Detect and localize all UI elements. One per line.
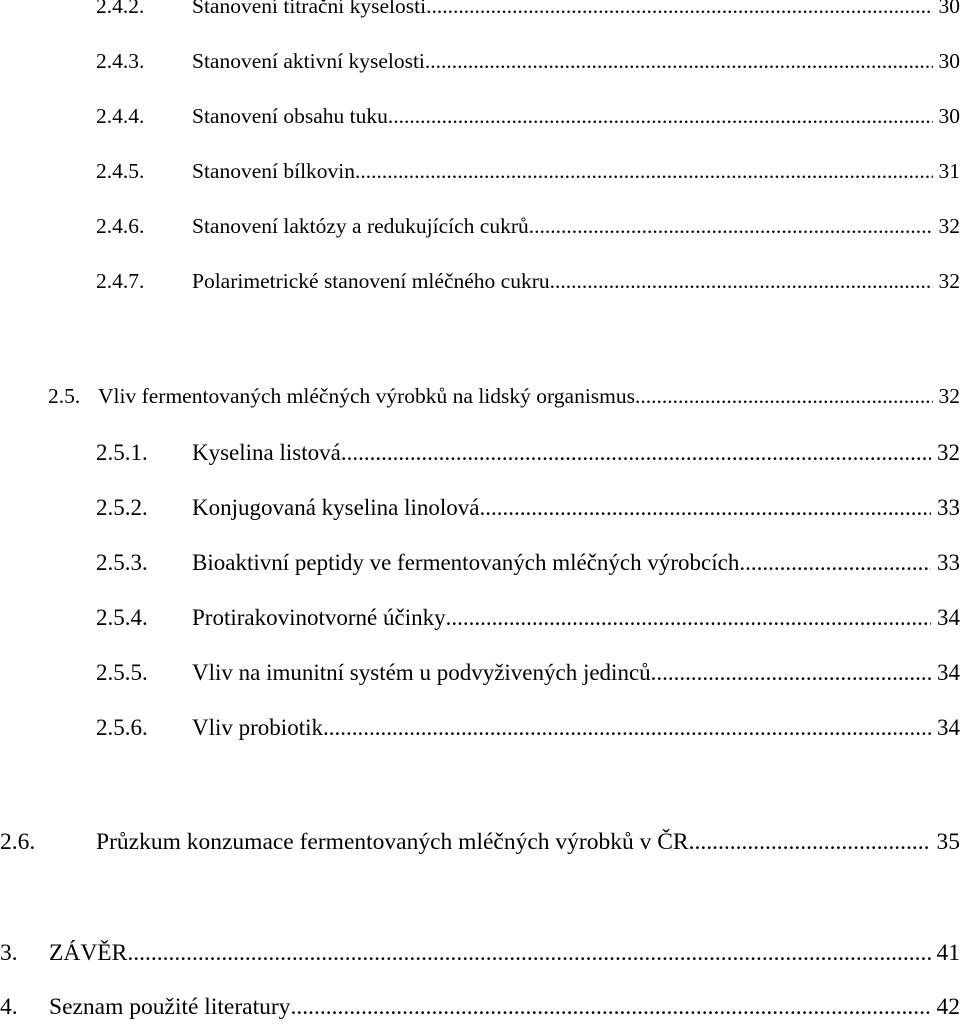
- toc-entry-title: Stanovení obsahu tuku: [192, 104, 388, 129]
- toc-entry-2-5-1[interactable]: [96, 440, 960, 480]
- toc-entry-number: 2.5.1.: [96, 440, 192, 466]
- toc-entry-4[interactable]: [0, 994, 960, 1034]
- toc-dot-leader: [388, 104, 933, 129]
- toc-entry-2-4-6[interactable]: [96, 214, 960, 254]
- toc-entry-page: 41: [931, 940, 960, 967]
- toc-dot-leader: [739, 550, 931, 576]
- toc-dot-leader: [529, 214, 933, 239]
- toc-entry-page: 32: [933, 384, 960, 409]
- toc-dot-leader: [550, 269, 933, 294]
- toc-entry-number: 2.6.: [0, 829, 96, 856]
- toc-dot-leader: [479, 495, 931, 521]
- toc-entry-page: 42: [931, 994, 960, 1021]
- toc-entry-number: 2.4.5.: [96, 159, 192, 184]
- toc-entry-number: 2.4.7.: [96, 269, 192, 294]
- toc-dot-leader: [290, 994, 930, 1021]
- toc-entry-number: 2.4.3.: [96, 49, 192, 74]
- toc-entry-page: 30: [933, 49, 960, 74]
- toc-entry-title: Stanovení bílkovin: [192, 159, 355, 184]
- toc-entry-number: 2.5.3.: [96, 550, 192, 576]
- toc-entry-2-4-4[interactable]: [96, 104, 960, 144]
- toc-dot-leader: [341, 440, 931, 466]
- toc-entry-title: Průzkum konzumace fermentovaných mléčných výrobků v ČR: [96, 829, 689, 856]
- toc-entry-2-4-5[interactable]: [96, 159, 960, 199]
- toc-entry-3[interactable]: [0, 940, 960, 980]
- toc-entry-number: 2.5.2.: [96, 495, 192, 521]
- toc-dot-leader: [323, 715, 931, 741]
- toc-entry-title: Vliv na imunitní systém u podvyživených jedinců: [192, 660, 651, 686]
- toc-entry-page: 32: [933, 214, 960, 239]
- toc-entry-2-5-2[interactable]: [96, 495, 960, 535]
- toc-entry-page: 31: [933, 159, 960, 184]
- toc-entry-number: 2.4.2.: [96, 0, 192, 19]
- toc-entry-2-5-5[interactable]: [96, 660, 960, 700]
- toc-entry-title: Protirakovinotvorné účinky: [192, 605, 446, 631]
- toc-entry-title: Stanovení titrační kyselosti: [192, 0, 426, 19]
- toc-entry-page: 32: [931, 440, 960, 466]
- toc-dot-leader: [426, 0, 932, 19]
- toc-entry-title: Polarimetrické stanovení mléčného cukru: [192, 269, 550, 294]
- toc-entry-page: 30: [933, 104, 960, 129]
- toc-entry-title: Bioaktivní peptidy ve fermentovaných mléčných výrobcích: [192, 550, 739, 576]
- toc-entry-title: ZÁVĚR: [49, 940, 127, 967]
- toc-entry-2-6[interactable]: [0, 829, 960, 869]
- toc-dot-leader: [635, 384, 933, 409]
- toc-entry-number: 2.4.4.: [96, 104, 192, 129]
- toc-entry-page: 35: [931, 829, 960, 856]
- toc-entry-number: 2.5.: [48, 384, 98, 409]
- toc-entry-2-5-4[interactable]: [96, 605, 960, 645]
- toc-entry-2-5-3[interactable]: [96, 550, 960, 590]
- toc-entry-page: 33: [931, 495, 960, 521]
- toc-entry-number: 2.5.4.: [96, 605, 192, 631]
- toc-entry-2-5-6[interactable]: [96, 715, 960, 755]
- toc-entry-number: 2.4.6.: [96, 214, 192, 239]
- toc-entry-page: 34: [931, 715, 960, 741]
- toc-entry-2-4-3[interactable]: [96, 49, 960, 89]
- toc-entry-title: Stanovení aktivní kyselosti: [192, 49, 425, 74]
- toc-dot-leader: [446, 605, 931, 631]
- toc-entry-title: Stanovení laktózy a redukujících cukrů: [192, 214, 529, 239]
- toc-entry-title: Konjugovaná kyselina linolová: [192, 495, 479, 521]
- toc-entry-title: Kyselina listová: [192, 440, 341, 466]
- toc-dot-leader: [425, 49, 933, 74]
- toc-dot-leader: [689, 829, 931, 856]
- toc-entry-number: 4.: [0, 994, 49, 1021]
- toc-entry-page: 33: [931, 550, 960, 576]
- toc-dot-leader: [355, 159, 932, 184]
- toc-entry-page: 34: [931, 605, 960, 631]
- toc-entry-number: 3.: [0, 940, 49, 967]
- toc-entry-2-4-7[interactable]: [96, 269, 960, 309]
- toc-entry-title: Seznam použité literatury: [49, 994, 290, 1021]
- toc-entry-number: 2.5.6.: [96, 715, 192, 741]
- toc-entry-title: Vliv fermentovaných mléčných výrobků na lidský organismus: [98, 384, 635, 409]
- toc-entry-title: Vliv probiotik: [192, 715, 323, 741]
- toc-entry-number: 2.5.5.: [96, 660, 192, 686]
- toc-entry-page: 30: [933, 0, 960, 19]
- toc-dot-leader: [651, 660, 931, 686]
- toc-entry-page: 32: [933, 269, 960, 294]
- toc-dot-leader: [127, 940, 930, 967]
- toc-entry-2-5[interactable]: [48, 384, 960, 424]
- toc-entry-page: 34: [931, 660, 960, 686]
- toc-entry-2-4-2[interactable]: [96, 0, 960, 34]
